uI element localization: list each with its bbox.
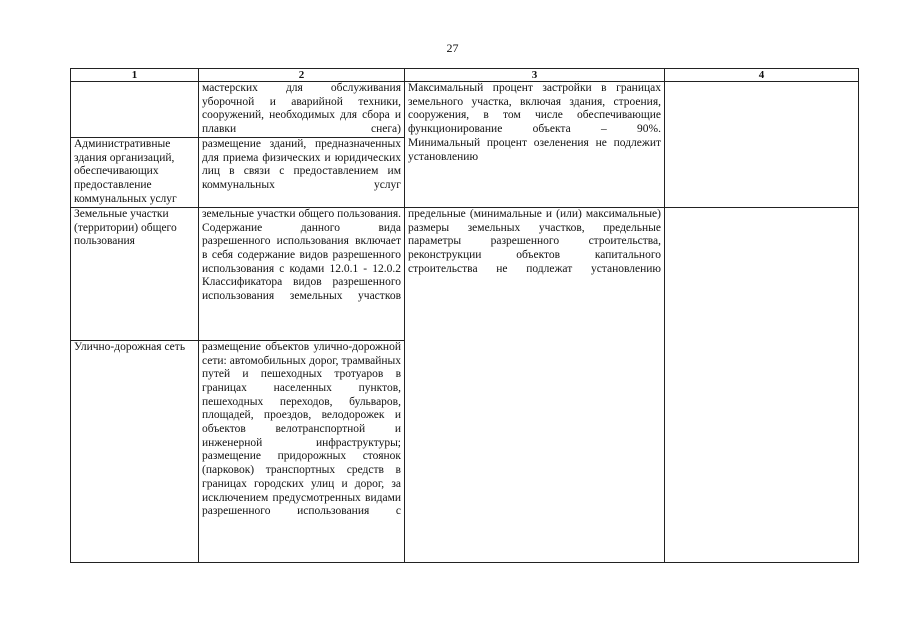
land-use-table xyxy=(70,68,859,563)
cell-use-description xyxy=(199,340,405,562)
cell-use-type: Земельные участки (территории) общего пользования xyxy=(71,207,199,340)
table-header-row xyxy=(71,69,859,82)
road-network-text: размещение объектов улично-дорожной сети: автомобильных дорог, трамвайных путей и пешеходных тротуаров в границах населенных пунктов, пешеходных переходов, бульваров, площадей, проездов, велодорожек и объектов велотранспортной и инженерной инфраструктуры; xyxy=(202,340,401,449)
cell-use-description: мастерских для обслуживания уборочной и аварийной техники, сооружений, необходимых для сбора и плавки снега) xyxy=(199,82,405,138)
roadside-parking-text: размещение придорожных стоянок (парковок) транспортных средств в границах городских улиц и дорог, за исключением предусмотренных видами разрешенного использования с xyxy=(202,450,401,518)
cell-parameters: предельные (минимальные и (или) максимальные) размеры земельных участков, предельные параметры разрешенного строительства, реконструкции объектов капитального строительства не подлежат установлению xyxy=(405,207,665,562)
cell-notes xyxy=(665,207,859,562)
cell-use-type xyxy=(71,82,199,138)
cell-use-type: Улично-дорожная сеть xyxy=(71,340,199,562)
cell-use-description: размещение зданий, предназначенных для приема физических и юридических лиц в связи с предоставлением им коммунальных услуг xyxy=(199,137,405,207)
cell-parameters xyxy=(405,82,665,208)
column-header-3: 3 xyxy=(405,69,665,82)
table-row xyxy=(71,82,859,138)
max-build-percent-text: Максимальный процент застройки в границах земельного участка, включая здания, строения, сооружения, в том числе обеспечивающие функционирование объекта – 90%. xyxy=(408,82,661,136)
column-header-4: 4 xyxy=(665,69,859,82)
column-header-1: 1 xyxy=(71,69,199,82)
min-green-percent-text: Минимальный процент озеленения не подлежит установлению xyxy=(408,136,661,163)
column-header-2: 2 xyxy=(199,69,405,82)
page-number: 27 xyxy=(446,41,459,55)
cell-notes xyxy=(665,82,859,208)
cell-use-description: земельные участки общего пользования. Содержание данного вида разрешенного использования включает в себя содержание видов разрешенного использования с кодами 12.0.1 - 12.0.2 Классификатора видов разрешенного использования земельных участков xyxy=(199,207,405,340)
table-row xyxy=(71,207,859,340)
cell-use-type: Административные здания организаций, обеспечивающих предоставление коммунальных услуг xyxy=(71,137,199,207)
